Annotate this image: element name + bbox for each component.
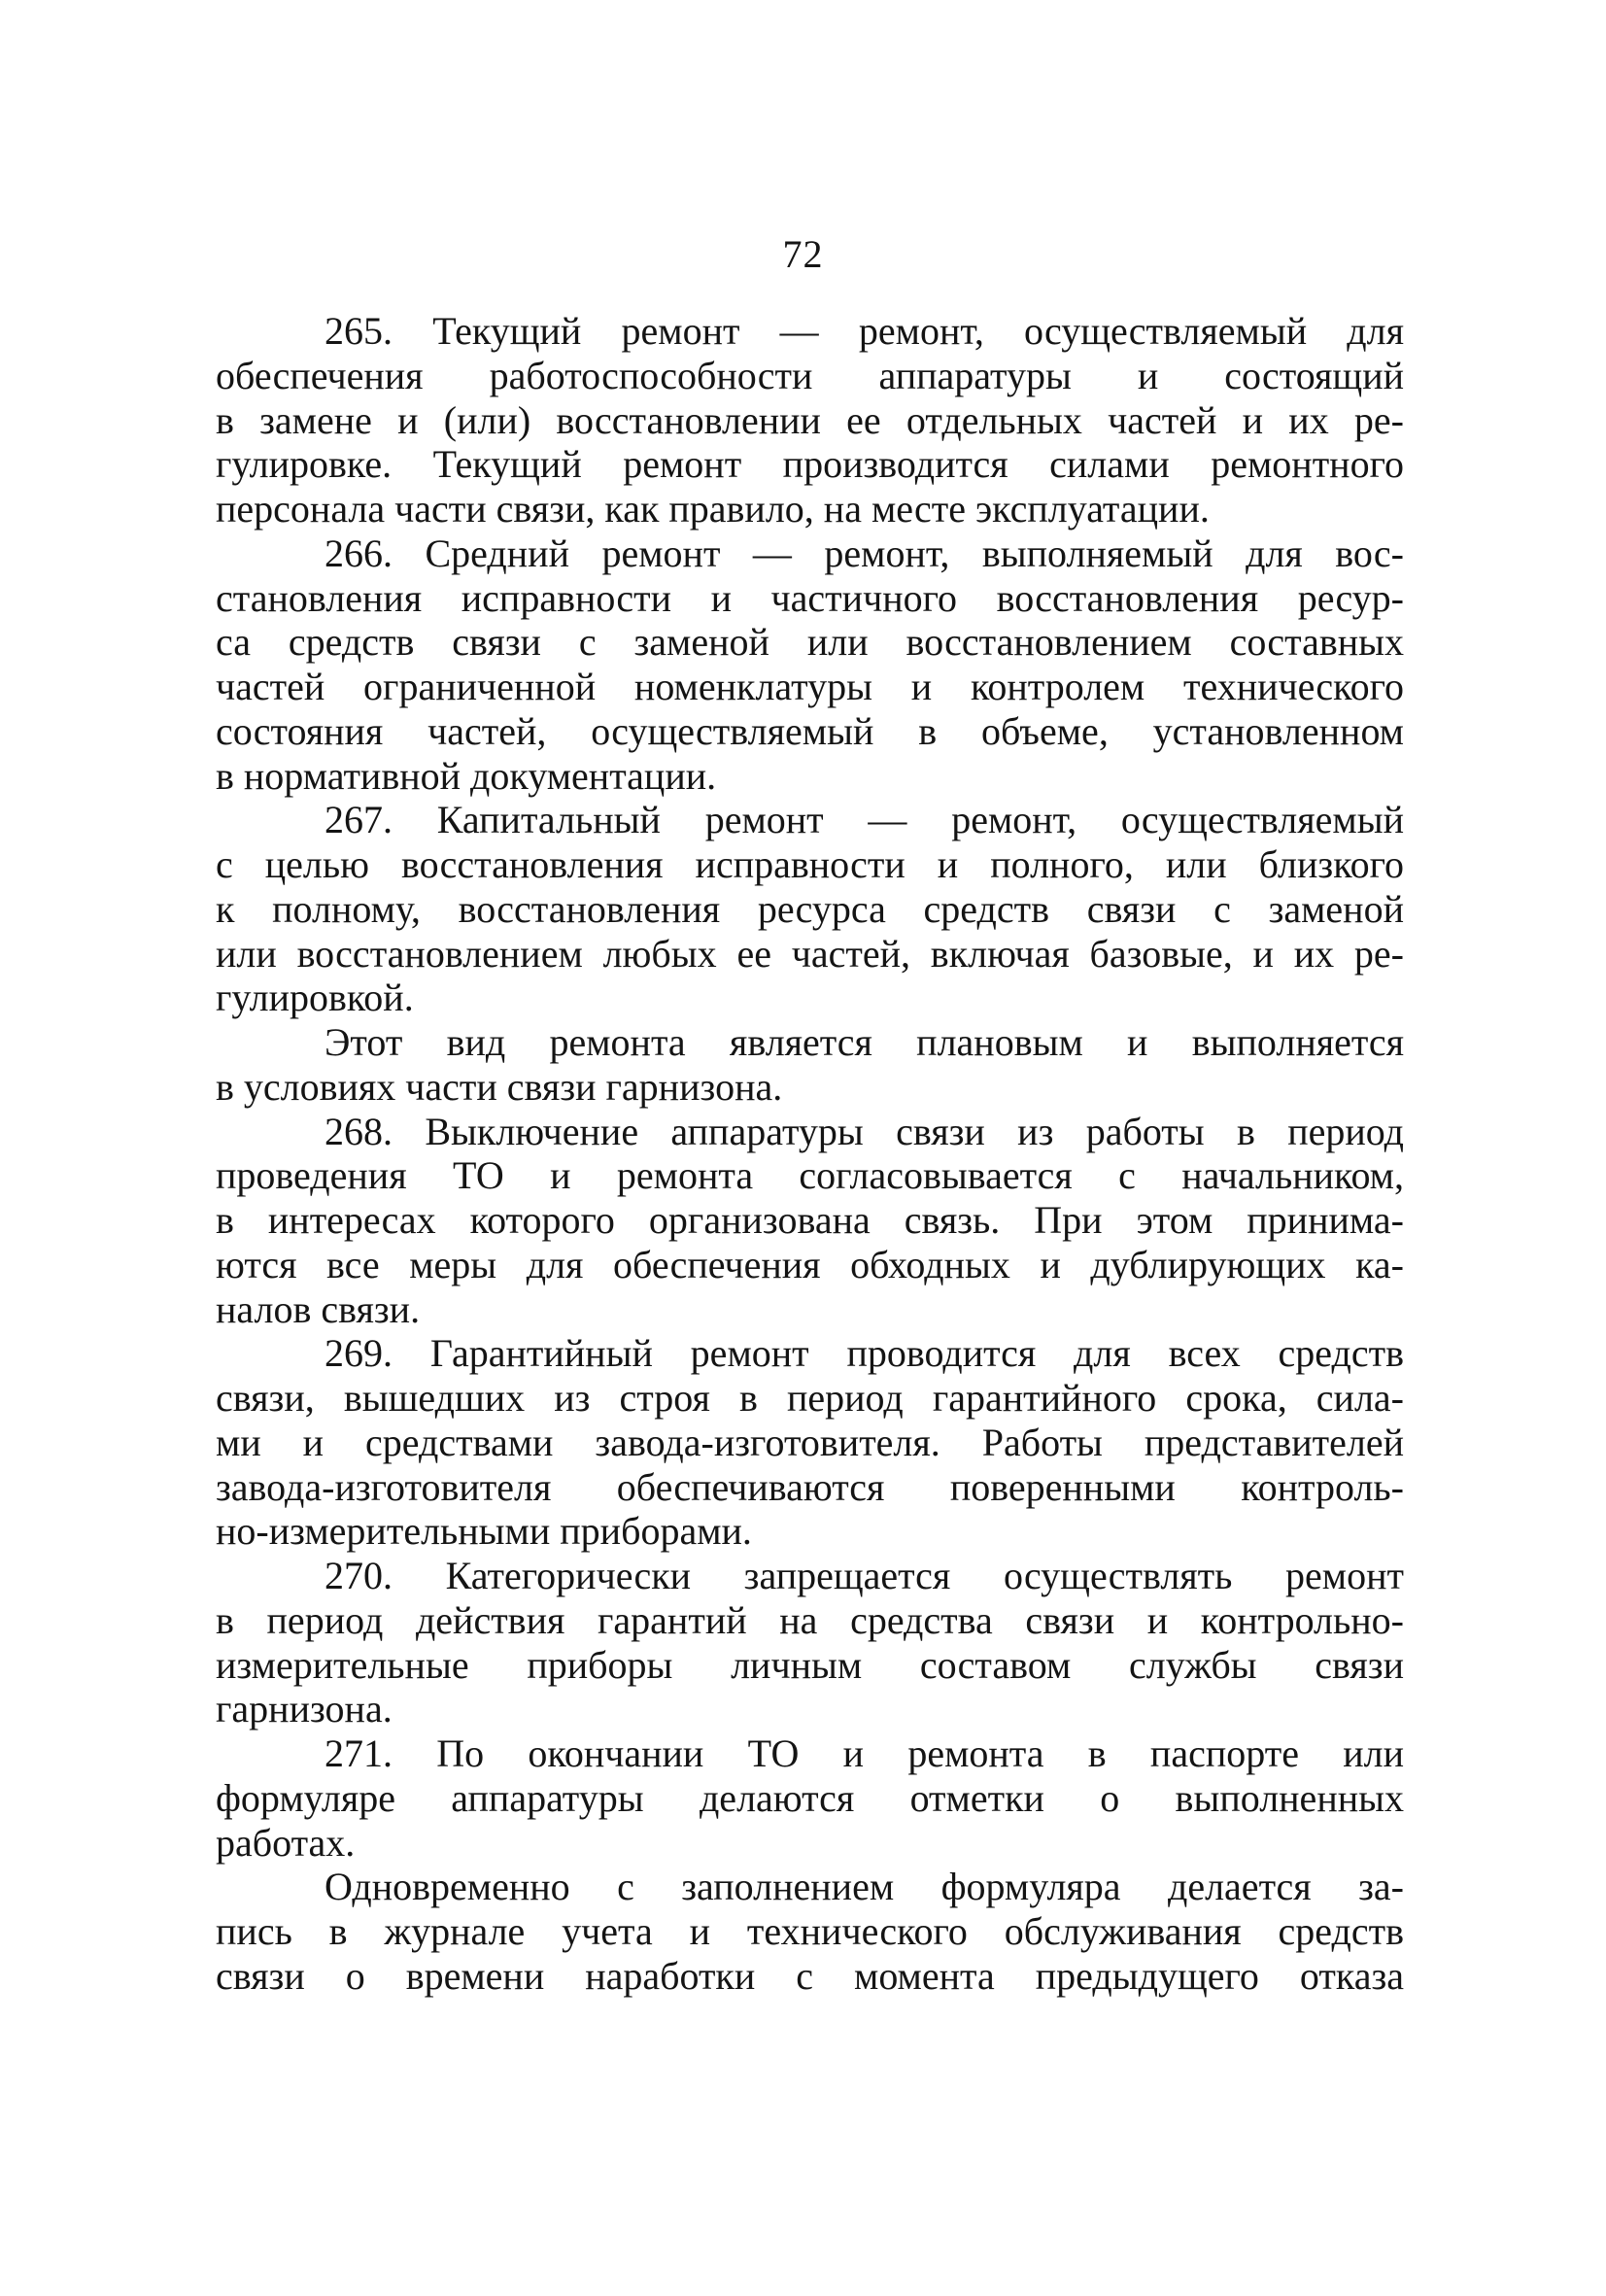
text-line: связи, вышедших из строя в период гарантийного срока, сила- [216, 1376, 1404, 1420]
text-line: или восстановлением любых ее частей, включая базовые, и их ре- [216, 931, 1404, 976]
text-line: работах. [216, 1820, 356, 1865]
text-line: пись в журнале учета и технического обслуживания средств [216, 1909, 1404, 1953]
text-line: гарнизона. [216, 1687, 393, 1731]
text-line: са средств связи с заменой или восстановлением составных [216, 620, 1404, 665]
text-line: Одновременно с заполнением формуляра делается за- [325, 1865, 1404, 1909]
text-line: но-измерительными приборами. [216, 1509, 752, 1554]
text-line: 266. Средний ремонт — ремонт, выполняемый для вос- [325, 531, 1404, 575]
text-line: состояния частей, осуществляемый в объеме, установленном [216, 708, 1404, 753]
page-number: 72 [782, 232, 824, 276]
text-line: проведения ТО и ремонта согласовывается с начальником, [216, 1153, 1404, 1198]
text-line: к полному, восстановления ресурса средств связи с заменой [216, 886, 1404, 931]
text-line: связи о времени наработки с момента предыдущего отказа [216, 1953, 1404, 1998]
text-line: налов связи. [216, 1286, 421, 1331]
text-line: с целью восстановления исправности и полного, или близкого [216, 842, 1404, 886]
text-line: в период действия гарантий на средства связи и контрольно- [216, 1597, 1404, 1642]
text-line: 270. Категорически запрещается осуществлять ремонт [325, 1554, 1404, 1597]
body-text [216, 309, 1404, 1999]
text-line: гулировкой. [216, 976, 414, 1020]
text-line: ются все меры для обеспечения обходных и дублирующих ка- [216, 1242, 1404, 1286]
text-line: ми и средствами завода-изготовителя. Работы представителей [216, 1420, 1404, 1464]
text-line: измерительные приборы личным составом службы связи [216, 1642, 1404, 1687]
text-line: формуляре аппаратуры делаются отметки о выполненных [216, 1775, 1404, 1820]
text-line: гулировке. Текущий ремонт производится силами ремонтного [216, 442, 1404, 487]
text-line: частей ограниченной номенклатуры и контролем технического [216, 665, 1404, 708]
text-line: в условиях части связи гарнизона. [216, 1064, 783, 1109]
text-line: 265. Текущий ремонт — ремонт, осуществляемый для [325, 309, 1404, 353]
text-line: 267. Капитальный ремонт — ремонт, осуществляемый [325, 798, 1404, 842]
text-line: 271. По окончании ТО и ремонта в паспорте или [325, 1731, 1404, 1775]
text-line: Этот вид ремонта является плановым и выполняется [325, 1020, 1404, 1064]
text-line: становления исправности и частичного восстановления ресур- [216, 575, 1404, 620]
text-line: завода-изготовителя обеспечиваются поверенными контроль- [216, 1464, 1404, 1509]
text-line: в замене и (или) восстановлении ее отдельных частей и их ре- [216, 397, 1404, 442]
text-line: 269. Гарантийный ремонт проводится для всех средств [325, 1331, 1404, 1376]
text-line: персонала части связи, как правило, на месте эксплуатации. [216, 487, 1210, 531]
text-line: в интересах которого организована связь. При этом принима- [216, 1198, 1404, 1242]
text-line: обеспечения работоспособности аппаратуры и состоящий [216, 353, 1404, 397]
text-line: 268. Выключение аппаратуры связи из работы в период [325, 1109, 1404, 1153]
text-line: в нормативной документации. [216, 753, 717, 798]
